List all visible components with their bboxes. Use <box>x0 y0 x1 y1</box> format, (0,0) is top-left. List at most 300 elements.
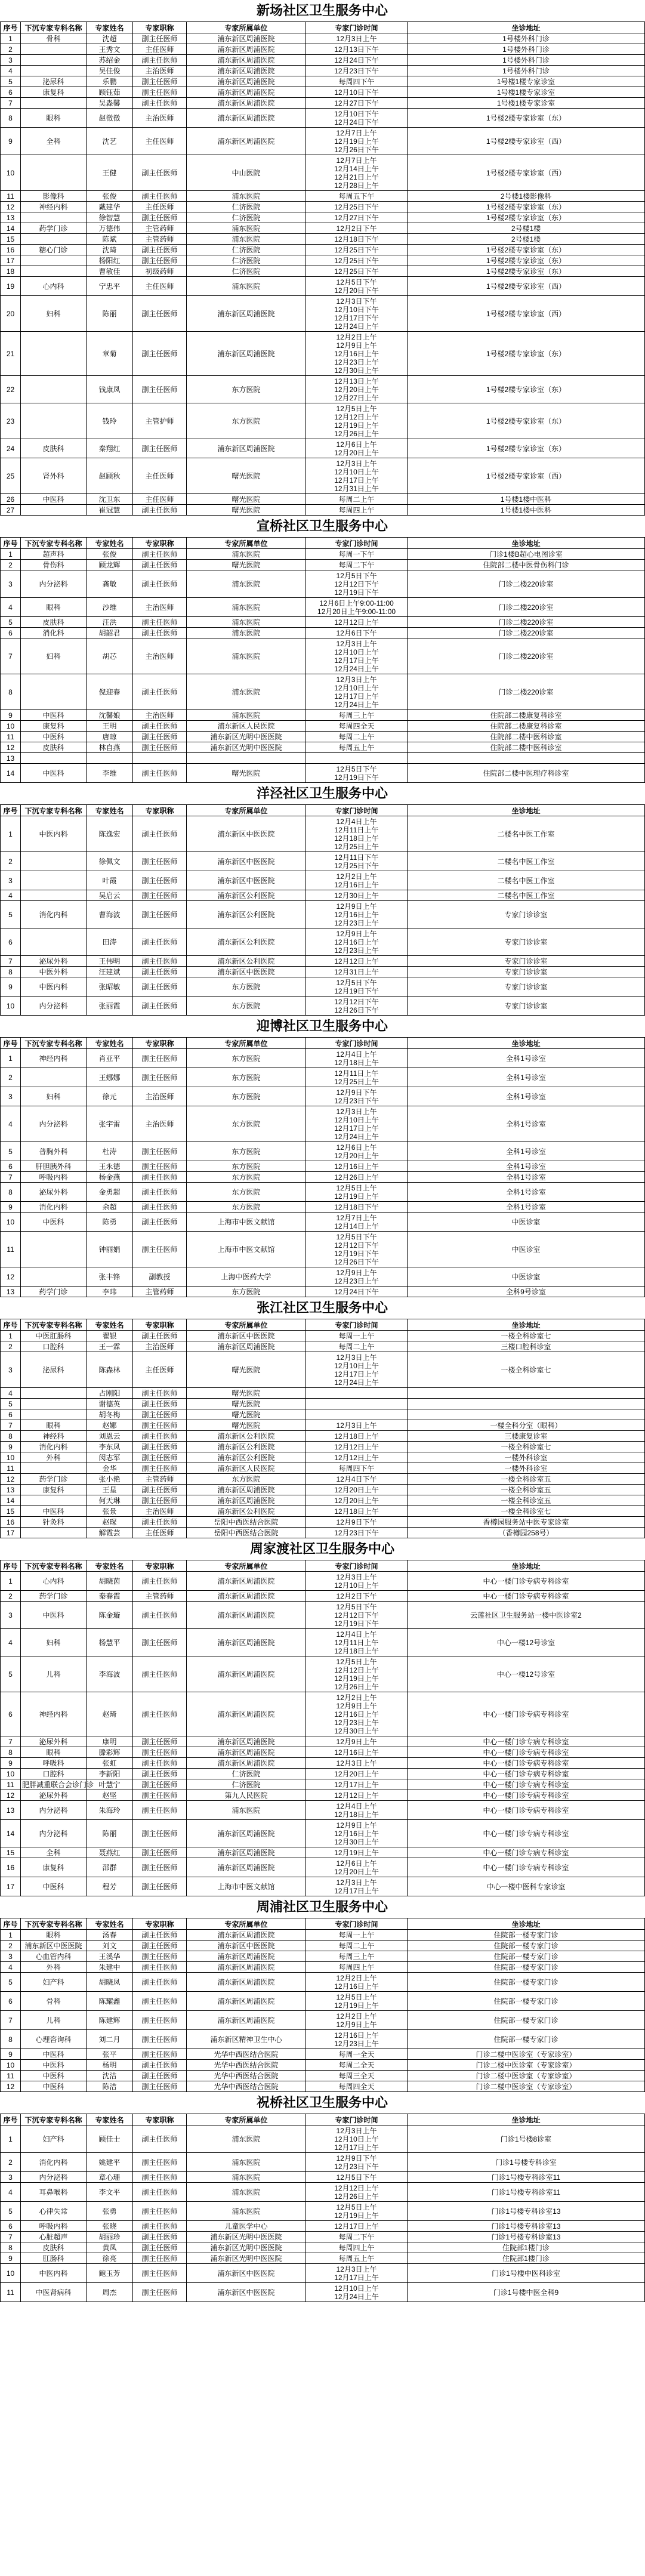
cell-dept <box>21 852 87 871</box>
cell-no: 8 <box>1 967 21 977</box>
cell-no: 20 <box>1 296 21 332</box>
cell-no: 5 <box>1 2202 21 2221</box>
cell-dept: 中医科 <box>21 494 87 505</box>
cell-rank: 副主任医师 <box>133 191 187 202</box>
cell-time: 12月2日上午 12月9日上午 12月16日上午 12月23日上午 12月30日上午 <box>306 1692 408 1736</box>
cell-dept: 消化内科 <box>21 1442 87 1452</box>
cell-time: 12月13日上午 12月20日上午 12月27日上午 <box>306 376 408 403</box>
table-row <box>1 1431 645 1442</box>
cell-addr: 全科9号诊室 <box>408 1287 645 1297</box>
cell-rank: 副主任医师 <box>133 2049 187 2060</box>
cell-time: 12月3日上午 12月17日上午 <box>306 1877 408 1896</box>
cell-name: 鲍玉芳 <box>87 2264 133 2283</box>
column-header: 专家姓名 <box>87 805 133 816</box>
table-row <box>1 2153 645 2172</box>
cell-rank: 副主任医师 <box>133 2172 187 2183</box>
cell-time: 12月25日下午 <box>306 202 408 212</box>
cell-name: 王健 <box>87 155 133 191</box>
cell-no: 14 <box>1 223 21 234</box>
cell-rank: 主任医师 <box>133 44 187 55</box>
cell-rank: 主任医师 <box>133 1528 187 1538</box>
table-row <box>1 1352 645 1388</box>
cell-rank: 副主任医师 <box>133 1779 187 1790</box>
cell-rank: 副主任医师 <box>133 505 187 516</box>
column-header: 下沉专家专科名称 <box>21 1319 87 1331</box>
cell-name: 刘恩云 <box>87 1431 133 1442</box>
cell-addr: 全科1号诊室 <box>408 1161 645 1172</box>
cell-name: 李新阳 <box>87 1769 133 1779</box>
column-header: 下沉专家专科名称 <box>21 805 87 816</box>
cell-unit: 曙光医院 <box>187 458 306 494</box>
cell-unit: 仁济医院 <box>187 245 306 255</box>
table-row <box>1 1420 645 1431</box>
cell-time: 12月6日上午9:00-11:00 12月20日上午9:00-11:00 <box>306 598 408 617</box>
cell-name: 解霞芸 <box>87 1528 133 1538</box>
cell-no: 17 <box>1 1528 21 1538</box>
cell-unit: 浦东医院 <box>187 674 306 710</box>
table-row <box>1 549 645 560</box>
column-header: 下沉专家专科名称 <box>21 2114 87 2125</box>
cell-dept <box>21 928 87 956</box>
cell-dept <box>21 753 87 764</box>
cell-time: 12月17日上午 <box>306 1779 408 1790</box>
cell-time: 12月5日上午 12月19日上午 <box>306 2202 408 2221</box>
cell-name: 乐鹏 <box>87 76 133 87</box>
cell-name: 赵琦 <box>87 1692 133 1736</box>
cell-no: 3 <box>1 55 21 66</box>
cell-rank: 副主任医师 <box>133 212 187 223</box>
table-row <box>1 1747 645 1758</box>
cell-no: 7 <box>1 1420 21 1431</box>
cell-no: 10 <box>1 2060 21 2071</box>
cell-no: 9 <box>1 1758 21 1769</box>
cell-rank: 副主任医师 <box>133 55 187 66</box>
cell-dept: 眼科 <box>21 109 87 128</box>
cell-name: 张小艳 <box>87 1474 133 1485</box>
cell-unit: 仁济医院 <box>187 255 306 266</box>
cell-rank: 副主任医师 <box>133 1463 187 1474</box>
table-row <box>1 1213 645 1232</box>
cell-name: 李玮 <box>87 1287 133 1297</box>
cell-unit: 浦东新区周浦医院 <box>187 76 306 87</box>
cell-rank: 副主任医师 <box>133 155 187 191</box>
cell-unit: 浦东新区人民医院 <box>187 1463 306 1474</box>
cell-dept: 中医科 <box>21 710 87 721</box>
cell-time: 12月4日上午 12月11日上午 12月18日上午 12月25日上午 <box>306 816 408 852</box>
column-header: 坐诊地址 <box>408 22 645 33</box>
cell-no: 1 <box>1 1572 21 1591</box>
cell-no: 8 <box>1 2030 21 2049</box>
cell-dept: 药学门诊 <box>21 223 87 234</box>
table-row <box>1 1142 645 1161</box>
cell-name: 王星 <box>87 1485 133 1495</box>
column-header: 专家所属单位 <box>187 538 306 549</box>
table-row <box>1 816 645 852</box>
cell-no: 2 <box>1 2153 21 2172</box>
cell-no: 13 <box>1 1287 21 1297</box>
cell-rank: 副主任医师 <box>133 1973 187 1992</box>
cell-unit: 中山医院 <box>187 155 306 191</box>
schedule-table <box>0 804 645 1016</box>
cell-name: 程芳 <box>87 1877 133 1896</box>
cell-unit: 浦东医院 <box>187 191 306 202</box>
cell-addr: 1号楼2楼专家诊室（东） <box>408 403 645 439</box>
cell-addr: 中心一楼门诊专病专科诊室 <box>408 1572 645 1591</box>
cell-name: 胡丽珍 <box>87 2232 133 2242</box>
cell-rank: 副主任医师 <box>133 1161 187 1172</box>
cell-time: 12月9日下午 12月23日下午 <box>306 2153 408 2172</box>
cell-unit: 浦东医院 <box>187 710 306 721</box>
cell-addr: 住院部1楼门诊 <box>408 2242 645 2253</box>
cell-unit: 浦东新区周浦医院 <box>187 1629 306 1656</box>
table-row <box>1 1463 645 1474</box>
cell-name: 沈超 <box>87 33 133 44</box>
cell-addr: 专家门诊诊室 <box>408 956 645 967</box>
cell-rank: 副主任医师 <box>133 1747 187 1758</box>
cell-addr: 2号楼1楼影像科 <box>408 191 645 202</box>
cell-rank: 副主任医师 <box>133 255 187 266</box>
cell-time: 12月2日下午 <box>306 1591 408 1602</box>
cell-rank: 副主任医师 <box>133 1930 187 1941</box>
cell-rank: 主管药师 <box>133 1591 187 1602</box>
cell-name: 杨金燕 <box>87 1172 133 1183</box>
cell-name: 钟丽娟 <box>87 1232 133 1267</box>
cell-time: 每周四全天 <box>306 721 408 732</box>
cell-unit: 浦东新区公利医院 <box>187 1452 306 1463</box>
cell-addr: 中心一楼门诊专病专科诊室 <box>408 1858 645 1877</box>
cell-no: 7 <box>1 2011 21 2030</box>
cell-name: 张俊 <box>87 191 133 202</box>
cell-rank: 副主任医师 <box>133 549 187 560</box>
cell-time: 12月3日上午 12月10日上午 12月17日上午 12月24日上午 <box>306 1106 408 1142</box>
cell-rank: 主治医师 <box>133 598 187 617</box>
cell-time: 12月4日下午 <box>306 1474 408 1485</box>
cell-name: 王溪华 <box>87 1951 133 1962</box>
table-row <box>1 852 645 871</box>
cell-addr: 1号楼外科门诊 <box>408 66 645 76</box>
cell-unit: 浦东医院 <box>187 223 306 234</box>
cell-name: 徐元 <box>87 1087 133 1106</box>
cell-name: 杜涛 <box>87 1142 133 1161</box>
cell-addr: 住院部一楼专家门诊 <box>408 1962 645 1973</box>
table-row <box>1 1941 645 1951</box>
cell-rank: 副主任医师 <box>133 2153 187 2172</box>
cell-name: 汤春 <box>87 1930 133 1941</box>
cell-rank: 副主任医师 <box>133 1736 187 1747</box>
cell-no: 2 <box>1 560 21 570</box>
cell-rank: 副主任医师 <box>133 764 187 783</box>
cell-dept: 肛肠科 <box>21 2253 87 2264</box>
cell-no: 2 <box>1 1591 21 1602</box>
cell-rank: 主治医师 <box>133 1341 187 1352</box>
section-title: 祝桥社区卫生服务中心 <box>256 2095 388 2110</box>
table-row <box>1 1341 645 1352</box>
cell-time: 12月12日上午 <box>306 956 408 967</box>
table-row <box>1 1452 645 1463</box>
cell-dept: 超声科 <box>21 549 87 560</box>
cell-dept: 中医内科 <box>21 977 87 997</box>
cell-unit: 东方医院 <box>187 1474 306 1485</box>
table-row <box>1 109 645 128</box>
cell-time: 每周四下午 <box>306 1463 408 1474</box>
cell-time: 12月12日上午 <box>306 617 408 628</box>
column-header: 坐诊地址 <box>408 1319 645 1331</box>
cell-unit: 浦东新区公利医院 <box>187 928 306 956</box>
cell-addr: 全科1号诊室 <box>408 1183 645 1202</box>
cell-unit: 浦东新区周浦医院 <box>187 55 306 66</box>
cell-name: 汪建斌 <box>87 967 133 977</box>
cell-no: 14 <box>1 1820 21 1847</box>
section-title: 洋泾社区卫生服务中心 <box>256 786 388 801</box>
table-row <box>1 928 645 956</box>
cell-addr: 中医诊室 <box>408 1232 645 1267</box>
cell-rank: 主任医师 <box>133 494 187 505</box>
cell-dept: 皮肤科 <box>21 742 87 753</box>
cell-dept: 皮肤科 <box>21 439 87 458</box>
cell-unit: 浦东新区人民医院 <box>187 721 306 732</box>
table-row <box>1 439 645 458</box>
cell-name: 龚敏 <box>87 570 133 598</box>
cell-dept: 中医内科 <box>21 2264 87 2283</box>
cell-dept: 神经内科 <box>21 202 87 212</box>
cell-time: 每周二下午 <box>306 2232 408 2242</box>
cell-addr: 住院部二楼康复科诊室 <box>408 721 645 732</box>
cell-name: 陈洁 <box>87 2081 133 2092</box>
cell-unit: 浦东新区周浦医院 <box>187 1858 306 1877</box>
cell-rank: 副主任医师 <box>133 1992 187 2011</box>
table-row <box>1 494 645 505</box>
cell-rank: 副主任医师 <box>133 628 187 638</box>
cell-name: 胡冬梅 <box>87 1409 133 1420</box>
cell-unit: 东方医院 <box>187 376 306 403</box>
cell-dept <box>21 66 87 76</box>
cell-dept <box>21 332 87 376</box>
table-row <box>1 2049 645 2060</box>
table-row <box>1 1930 645 1941</box>
cell-time: 每周五上午 <box>306 2253 408 2264</box>
cell-unit: 浦东新区周浦医院 <box>187 1602 306 1629</box>
cell-dept: 心内科 <box>21 277 87 296</box>
table-row <box>1 560 645 570</box>
cell-name: 叶慧宁 <box>87 1779 133 1790</box>
cell-addr: 住院部一楼专家门诊 <box>408 2030 645 2049</box>
cell-no: 10 <box>1 1769 21 1779</box>
cell-unit: 浦东新区周浦医院 <box>187 1992 306 2011</box>
table-row <box>1 1331 645 1341</box>
cell-rank: 副主任医师 <box>133 98 187 109</box>
cell-dept: 中医科 <box>21 2060 87 2071</box>
cell-rank: 副主任医师 <box>133 1232 187 1267</box>
cell-addr: 1号楼2楼专家诊室（西） <box>408 128 645 155</box>
cell-dept: 心血管内科 <box>21 1951 87 1962</box>
cell-addr: 中心一楼门诊专病专科诊室 <box>408 1820 645 1847</box>
section-title: 张江社区卫生服务中心 <box>256 1300 388 1315</box>
cell-rank: 主治医师 <box>133 1087 187 1106</box>
cell-no: 7 <box>1 98 21 109</box>
table-row <box>1 332 645 376</box>
cell-rank: 副主任医师 <box>133 296 187 332</box>
cell-rank: 副主任医师 <box>133 1758 187 1769</box>
cell-time: 12月25日下午 <box>306 255 408 266</box>
cell-addr: 1号楼1楼专家诊室 <box>408 76 645 87</box>
cell-no: 5 <box>1 901 21 928</box>
cell-time: 12月20日上午 <box>306 1769 408 1779</box>
cell-name: 张平 <box>87 2049 133 2060</box>
cell-rank: 初级药师 <box>133 266 187 277</box>
cell-rank: 副主任医师 <box>133 1790 187 1801</box>
cell-addr: 1号楼外科门诊 <box>408 55 645 66</box>
table-row <box>1 1820 645 1847</box>
cell-name <box>87 753 133 764</box>
column-header: 坐诊地址 <box>408 1038 645 1049</box>
cell-addr: 全科1号诊室 <box>408 1202 645 1213</box>
cell-addr: 门诊二楼中医诊室（专家诊室） <box>408 2060 645 2071</box>
cell-no: 26 <box>1 494 21 505</box>
cell-time: 12月2日上午 12月16日上午 <box>306 1973 408 1992</box>
cell-dept: 心理咨询科 <box>21 2030 87 2049</box>
cell-unit: 浦东新区周浦医院 <box>187 87 306 98</box>
cell-unit: 岳阳中西医结合医院 <box>187 1517 306 1528</box>
cell-addr: 专家门诊诊室 <box>408 967 645 977</box>
cell-dept: 中医肛肠科 <box>21 1331 87 1341</box>
table-row <box>1 956 645 967</box>
cell-name: 陈森林 <box>87 1352 133 1388</box>
cell-unit: 浦东新区周浦医院 <box>187 1495 306 1506</box>
cell-dept: 内分泌科 <box>21 997 87 1016</box>
cell-name: 杨慧平 <box>87 1629 133 1656</box>
cell-addr: 门诊二楼中医诊室（专家诊室） <box>408 2049 645 2060</box>
cell-name: 张景 <box>87 1506 133 1517</box>
cell-rank: 副主任医师 <box>133 1142 187 1161</box>
cell-dept: 康复科 <box>21 87 87 98</box>
cell-dept: 眼科 <box>21 598 87 617</box>
cell-time: 12月7日上午 12月14日上午 12月21日上午 12月28日上午 <box>306 155 408 191</box>
cell-rank: 副主任医师 <box>133 956 187 967</box>
cell-rank: 主管药师 <box>133 1287 187 1297</box>
cell-addr: 二楼名中医工作室 <box>408 890 645 901</box>
cell-time: 每周二上午 <box>306 1941 408 1951</box>
cell-dept: 妇科 <box>21 296 87 332</box>
table-row <box>1 1858 645 1877</box>
table-row <box>1 1287 645 1297</box>
table-row <box>1 33 645 44</box>
cell-dept: 药学门诊 <box>21 1287 87 1297</box>
column-header: 坐诊地址 <box>408 805 645 816</box>
cell-name: 朱建中 <box>87 1962 133 1973</box>
cell-name: 李东凤 <box>87 1442 133 1452</box>
table-row <box>1 1495 645 1506</box>
cell-no: 7 <box>1 1172 21 1183</box>
cell-rank: 副主任医师 <box>133 1517 187 1528</box>
cell-dept: 康复科 <box>21 721 87 732</box>
cell-dept <box>21 55 87 66</box>
cell-dept <box>21 98 87 109</box>
cell-unit: 浦东新区公利医院 <box>187 956 306 967</box>
cell-name: 王一霖 <box>87 1341 133 1352</box>
cell-no: 4 <box>1 66 21 76</box>
cell-rank: 副主任医师 <box>133 1858 187 1877</box>
cell-time: 每周四上午 <box>306 505 408 516</box>
table-row <box>1 1442 645 1452</box>
cell-unit: 浦东新区周浦医院 <box>187 33 306 44</box>
cell-no: 8 <box>1 2242 21 2253</box>
cell-time: 12月7日上午 12月19日上午 12月26日下午 <box>306 128 408 155</box>
cell-dept <box>21 890 87 901</box>
cell-addr: 门诊1号楼专科诊室13 <box>408 2221 645 2232</box>
cell-no: 4 <box>1 2183 21 2202</box>
cell-rank: 副主任医师 <box>133 2283 187 2302</box>
cell-addr: 1号楼1楼专家诊室 <box>408 98 645 109</box>
table-row <box>1 1951 645 1962</box>
cell-name: 徐智慧 <box>87 212 133 223</box>
cell-addr: 1号楼2楼专家诊室（东） <box>408 376 645 403</box>
cell-no: 6 <box>1 1409 21 1420</box>
cell-name: 胡韶君 <box>87 628 133 638</box>
cell-unit: 浦东新区公利医院 <box>187 1431 306 1442</box>
cell-time: 12月26日上午 <box>306 1172 408 1183</box>
cell-time: 12月5日下午 12月12日下午 12月19日下午 12月26日下午 <box>306 1232 408 1267</box>
cell-dept: 眼科 <box>21 1747 87 1758</box>
section-title: 周家渡社区卫生服务中心 <box>249 1541 394 1556</box>
cell-addr: 住院部一楼专家门诊 <box>408 1930 645 1941</box>
table-row <box>1 2242 645 2253</box>
cell-no: 4 <box>1 1106 21 1142</box>
cell-unit: 浦东医院 <box>187 2202 306 2221</box>
column-header: 专家门诊时间 <box>306 22 408 33</box>
cell-addr: 1号楼1楼专家诊室 <box>408 87 645 98</box>
cell-time: 12月3日下午 12月10日下午 12月17日下午 12月24日上午 <box>306 296 408 332</box>
table-row <box>1 1106 645 1142</box>
column-header: 专家职称 <box>133 805 187 816</box>
cell-dept: 全科 <box>21 1847 87 1858</box>
cell-dept: 内分泌科 <box>21 1820 87 1847</box>
cell-time: 12月5日下午 12月19日下午 <box>306 977 408 997</box>
cell-unit: 浦东新区公利医院 <box>187 1506 306 1517</box>
cell-name: 崔冠慧 <box>87 505 133 516</box>
table-row <box>1 1572 645 1591</box>
table-row <box>1 674 645 710</box>
cell-dept: 中医内科 <box>21 816 87 852</box>
cell-no: 12 <box>1 742 21 753</box>
column-header: 专家门诊时间 <box>306 538 408 549</box>
cell-time: 12月12日上午 <box>306 1452 408 1463</box>
table-row <box>1 1779 645 1790</box>
cell-addr: 1号楼2楼专家诊室（东） <box>408 439 645 458</box>
section-title: 宣桥社区卫生服务中心 <box>256 519 388 533</box>
cell-rank: 副主任医师 <box>133 2264 187 2283</box>
table-row <box>1 1506 645 1517</box>
column-header: 专家门诊时间 <box>306 1918 408 1930</box>
cell-rank <box>133 753 187 764</box>
cell-addr: 住院部二楼中医骨伤科门诊 <box>408 560 645 570</box>
cell-unit: 浦东医院 <box>187 2153 306 2172</box>
cell-unit: 曙光医院 <box>187 764 306 783</box>
cell-no: 10 <box>1 721 21 732</box>
cell-no: 5 <box>1 1399 21 1409</box>
cell-time: 12月3日上午 12月10日上午 12月17日上午 12月24日上午 <box>306 1352 408 1388</box>
table-row <box>1 1267 645 1287</box>
cell-dept: 神经科 <box>21 1431 87 1442</box>
header-row <box>1 1560 645 1572</box>
table-row <box>1 1692 645 1736</box>
cell-time: 每周一上午 <box>306 1331 408 1341</box>
schedule-table <box>0 1918 645 2092</box>
table-row <box>1 1485 645 1495</box>
table-row <box>1 2060 645 2071</box>
cell-no: 6 <box>1 1692 21 1736</box>
cell-time: 12月18日下午 <box>306 1202 408 1213</box>
cell-dept: 神经内科 <box>21 1049 87 1068</box>
